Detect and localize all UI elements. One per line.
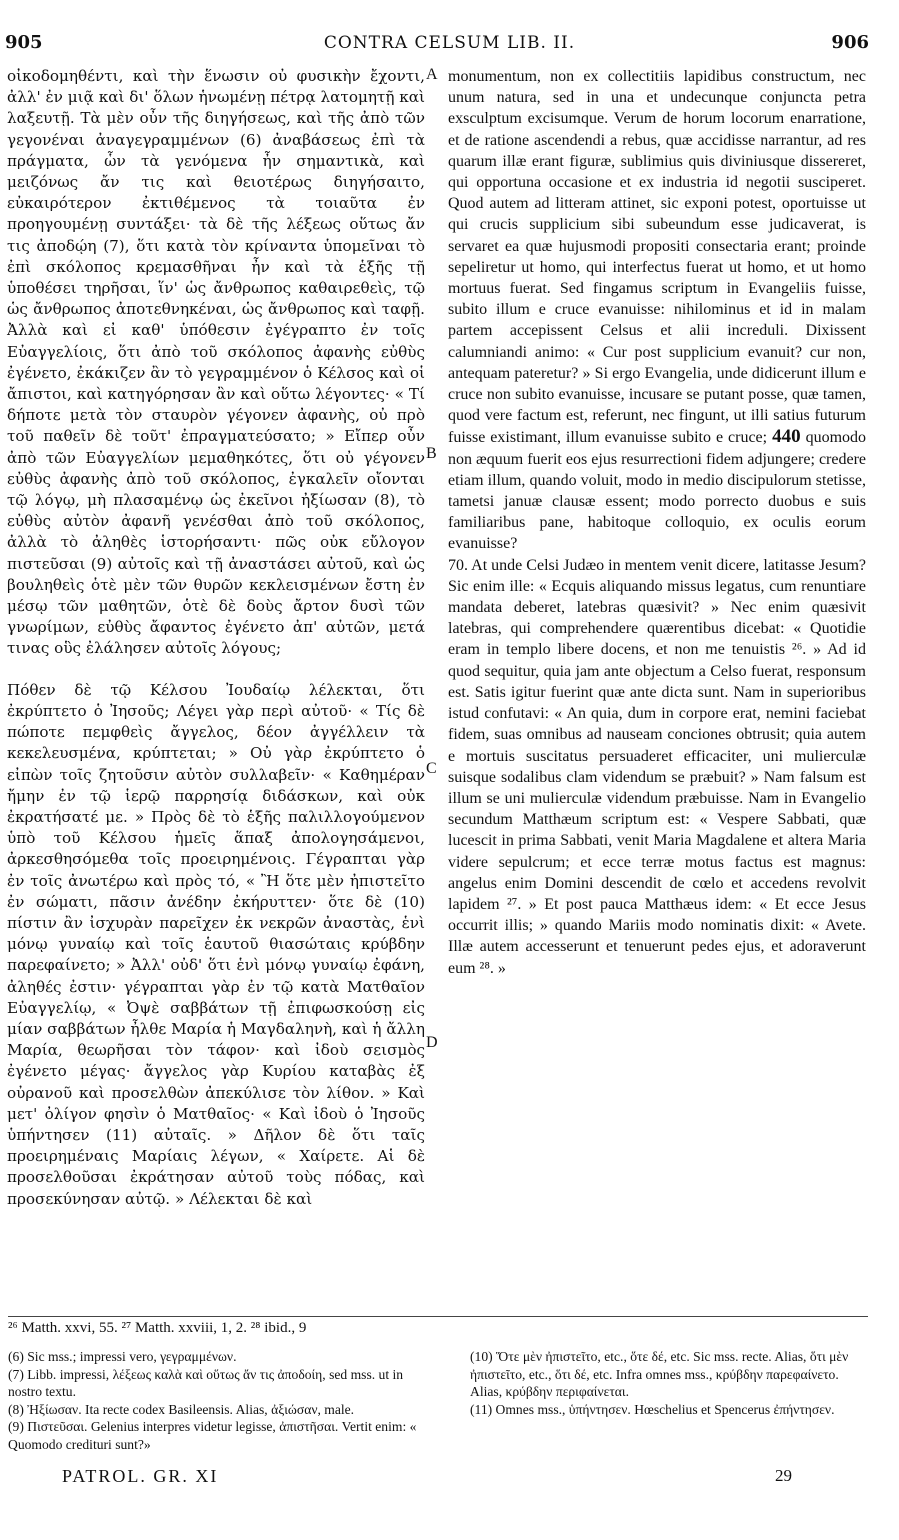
footnote-rule [8, 1316, 868, 1317]
section-marker-d: D [426, 1034, 438, 1051]
latin-paragraph-1 [448, 66, 866, 555]
footer-signature: PATROL. GR. XI [62, 1466, 219, 1486]
margin-number-440: 440 [772, 426, 801, 448]
section-marker-c: C [426, 760, 437, 777]
latin-paragraph-2: 70. At unde Celsi Judæo in mentem venit dicere, latitasse Jesum? Sic enim ille: « Ecquis aliquando missus legatus, cum renuntiare mandata deberet, latebras quæsivit? » Nec enim quæsivit latebras, qui comprehendere quærentibus dicebat: « Quotidie eram in templo libere docens, et non me tenuistis ²⁶. » Ad id quod sequitur, quia jam ante objectum a Celso fuerat, responsum est. Satis igitur fuerint quæ ante dicta sunt. Nam in superioribus istud confutavi: « An quia, dum in corpore erat, nemini faciebat fidem, suas omnibus ad nauseam conciones obtrusit; quia autem e mortuis suscitatus persuaderet efficaciter, uni mulierculæ suisque sodalibus clam videndum se præbuit? » Nam falsum est illum se uni mulierculæ videndum præbuisse. Nam in Evangelio secundum Matthæum scriptum est: « Vespere Sabbati, quæ lucescit in prima Sabbati, venit Maria Magdalene et altera Maria videre sepulcrum; et ecce terræ motus factus est magnus: angelus enim Domini descendit de cœlo et accedens revolvit lapidem ²⁷. » Et post pauca Matthæus idem: « Et ecce Jesus occurrit illis; » quando Mariis modo nominatis dixit: « Avete. Illæ autem accesserunt et tenuerunt pedes ejus, et adoraverunt eum ²⁸. » [448, 556, 866, 977]
note-9: (9) Πιστεῦσαι. Gelenius interpres videtur legisse, ἀπιστῆσαι. Vertit enim: « Quomodo credituri sunt?» [8, 1419, 417, 1452]
critical-notes-left [8, 1348, 418, 1453]
greek-paragraph-2: Πόθεν δὲ τῷ Κέλσου Ἰουδαίῳ λέλεκται, ὅτι ἐκρύπτετο ὁ Ἰησοῦς; Λέγει γὰρ περὶ αὐτοῦ· « Τίς δὲ πώποτε πεμφθεὶς ἄγγελος, δέον ἀγγέλλειν τὰ κεκελευσμένα, κρύπτεται; » Οὐ γὰρ ἐκρύπτετο ὁ εἰπὼν τοῖς ζητοῦσιν αὐτὸν συλλαβεῖν· « Καθημέραν ἤμην ἐν τῷ ἱερῷ παρρησίᾳ διδάσκων, καὶ οὐκ ἐκρατήσατέ με. » Πρὸς δὲ τὸ ἑξῆς παλιλλογούμενον ὑπὸ τοῦ Κέλσου ἡμεῖς ἅπαξ ἀπολογησάμενοι, ἀρκεσθησόμεθα τοῖς προειρημένοις. Γέγραπται γὰρ ἐν τοῖς ἀνωτέρω καὶ πρὸς τό, « Ἢ ὅτε μὲν ἠπιστεῖτο ἐν σώματι, πᾶσιν ἀνέδην ἐκήρυττεν· ὅτε δὲ (10) πίστιν ἂν ἰσχυρὰν παρεῖχεν ἐκ νεκρῶν ἀναστὰς, ἑνὶ μόνῳ γυναίῳ καὶ τοῖς ἑαυτοῦ θιασώταις κρύβδην παρεφαίνετο; » Ἀλλ' οὐδ' ὅτι ἑνὶ μόνῳ γυναίῳ ἐφάνη, ἀληθές ἐστιν· γέγραπται γὰρ ἐν τῷ κατὰ Ματθαῖον Εὐαγγελίῳ, « Ὀψὲ σαββάτων τῇ ἐπιφωσκούσῃ εἰς μίαν σαββάτων ἦλθε Μαρία ἡ Μαγδαληνὴ, καὶ ἡ ἄλλη Μαρία, θεωρῆσαι τὸν τάφον· καὶ ἰδοὺ σεισμὸς ἐγένετο μέγας· ἄγγελος γὰρ Κυρίου καταβὰς ἐξ οὐρανοῦ καὶ προσελθὼν ἀπεκύλισε τὸν λίθον. » Καὶ μετ' ὀλίγον φησὶν ὁ Ματθαῖος· « Καὶ ἰδοὺ ὁ Ἰησοῦς ὑπήντησεν (11) αὐταῖς. » Δῆλον δὲ ὅτι ταῖς προειρημέναις Μαρίαις λέγων, « Χαίρετε. Αἱ δὲ προσελθοῦσαι ἐκράτησαν αὐτοῦ τοὺς πόδας, καὶ προσεκύνησαν αὐτῷ. » Λέλεκται δὲ καὶ [7, 680, 425, 1208]
latin-column [448, 66, 866, 979]
footer-gathering-number: 29 [775, 1466, 792, 1485]
page-header [0, 32, 899, 58]
greek-paragraph-1: οἰκοδομηθέντι, καὶ τὴν ἕνωσιν οὐ φυσικὴν ἔχοντι, ἀλλ' ἐν μιᾷ καὶ δι' ὅλων ἡνωμένῃ πέτρᾳ λατομητῇ καὶ λαξευτῇ. Τὰ μὲν οὖν τῆς διηγήσεως, καὶ τῆς ἀπὸ τῶν γεγονέναι ἀναγεγραμμένων (6) ἀναβάσεως ἐπὶ τὰ πράγματα, ὧν τὰ γενόμενα ἦν σημαντικὰ, καὶ μειζόνως ἄν τις καὶ θειοτέρως διηγήσαιτο, εὐκαιρότερον ἐκτιθέμενος τὰ τοιαῦτα ἐν προηγουμένῃ συντάξει· τὰ δὲ τῆς λέξεως οὕτως ἄν τις ἀποδῴη (7), ὅτι κατὰ τὸν κρίναντα ὑπομεῖναι τὸ ἐπὶ σκόλοπος κρεμασθῆναι ἦν καὶ τὰ ἑξῆς τῇ ὑποθέσει τηρῆσαι, ἵν' ὡς ἄνθρωπος καθαιρεθεὶς, τῷ ὡς ἄνθρωπος ἀποτεθνηκέναι, ὡς ἄνθρωπος καὶ ταφῇ. Ἀλλὰ καὶ εἰ καθ' ὑπόθεσιν ἐγέγραπτο ἐν τοῖς Εὐαγγελίοις, ὅτι ἀπὸ τοῦ σκόλοπος ἀφανὴς εὐθὺς ἐγένετο, ἐκάκιζεν ἂν τὸ γεγραμμένον ὁ Κέλσος καὶ οἱ ἄπιστοι, καὶ κατηγόρησαν ἂν καὶ οὕτω λέγοντες· « Τί δήποτε μετὰ τὸν σταυρὸν γέγονεν ἀφανὴς, οὐ πρὸ τοῦ παθεῖν δὲ τοῦτ' ἐπραγματεύσατο; » Εἴπερ οὖν ἀπὸ τῶν Εὐαγγελίων μεμαθηκότες, ὅτι οὐ γέγονεν εὐθὺς ἀφανὴς ἀπὸ τοῦ σκόλοπος, ἐγκαλεῖν οἴονται τῷ λόγῳ, μὴ πλασαμένῳ ὡς ἐκεῖνοι ἠξίωσαν (8), τὸ εὐθὺς αὐτὸν ἀφανῆ γενέσθαι ἀπὸ τοῦ σκόλοπος, ἀλλὰ τὸ ἀληθὲς ἱστορήσαντι· πῶς οὐκ εὔλογον πιστεῦσαι (9) αὐτοῖς καὶ τῇ ἀναστάσει αὐτοῦ, καὶ ὡς βουληθεὶς ὁτὲ μὲν τῶν θυρῶν κεκλεισμένων ἔστη ἐν μέσῳ τῶν μαθητῶν, ὁτὲ δὲ δοὺς ἄρτον δυσὶ τῶν γνωρίμων, εὐθὺς ἄφαντος ἐγένετο ἀπ' αὐτῶν, μετά τινας οὓς ἐλάλησεν αὐτοῖς λόγους; [7, 67, 425, 658]
note-6: (6) Sic mss.; impressi vero, γεγραμμένων. [8, 1349, 237, 1364]
note-7: (7) Libb. impressi, λέξεως καλὰ καὶ οὕτως ἄν τις ἀποδοίη, sed mss. ut in nostro textu. [8, 1366, 404, 1399]
page-number-right: 906 [831, 32, 869, 53]
greek-column [7, 66, 425, 1210]
note-11: (11) Omnes mss., ὑπήντησεν. Hœschelius et Spencerus ἐπήντησεν. [470, 1401, 835, 1417]
page-number-left: 905 [5, 32, 43, 53]
critical-notes-right [470, 1348, 870, 1418]
scripture-references: ²⁶ Matth. xxvi, 55. ²⁷ Matth. xxviii, 1, 2. ²⁸ ibid., 9 [8, 1320, 307, 1336]
section-marker-a: A [426, 66, 438, 83]
note-10: (10) Ὅτε μὲν ἠπιστεῖτο, etc., ὅτε δέ, etc. Sic mss. recte. Alias, ὅτι μὲν ἠπιστεῖτο, etc., ὅτι δέ, etc. Infra omnes mss., κρύβδην παρεφαίνετο. Alias, κρύβδην περιφαίνεται. [470, 1349, 849, 1399]
section-marker-b: B [426, 445, 437, 462]
note-8: (8) Ἠξίωσαν. Ita recte codex Basileensis. Alias, ἀξιώσαν, male. [8, 1401, 355, 1417]
latin-paragraph-1-b: quomodo non æquum fuerit eos ejus resurrectioni fidem adjungere; credere etiam illum, quando voluit, modo in medio discipulorum stetisse, tametsi januæ clausæ essent; modo porrecto duobus e suis familiaribus pane, habitoque colloquio, ex oculis eorum evanuisse? [448, 429, 867, 553]
running-title: CONTRA CELSUM LIB. II. [323, 33, 576, 53]
latin-paragraph-1-a: monumentum, non ex collectitiis lapidibus constructum, nec unum natura, sed in una et undecunque conjuncta petra exsculptum excisumque. Verum de horum locorum enarratione, et de ratione ascendendi a rebus, quæ accidisse narrantur, ad res quarum illæ erant figuræ, sublimius quis diviniusque dissereret, qui opportuna occasione et ex industria id negotii susciperet. Quod autem ad litteram attinet, sic exponi potest, oportuisse ut qui crucis supplicium sibi subeundum esse judicaverat, is servaret ea quæ hujusmodi propositi consectaria erant; proinde sepeliretur ut homo, qui interfectus fuerat ut homo, et ut homo mortuus fuerat. Sed fingamus scriptum in Evangeliis fuisse, subito illum e cruce evanuisse: nihilominus et id in malam partem accepissent Celsus et alii increduli. Dixissent calumniandi animo: « Cur post supplicium evanuit? cur non, antequam pateretur? » Si ergo Evangelia, unde didicerunt illum e cruce non subito evanuisse, incusare se putant posse, quæ tamen, quod vere factum est, referunt, nec fingunt, ut illi satius futurum fuisse existimant, illum evanuisse subito e cruce; [448, 68, 866, 447]
